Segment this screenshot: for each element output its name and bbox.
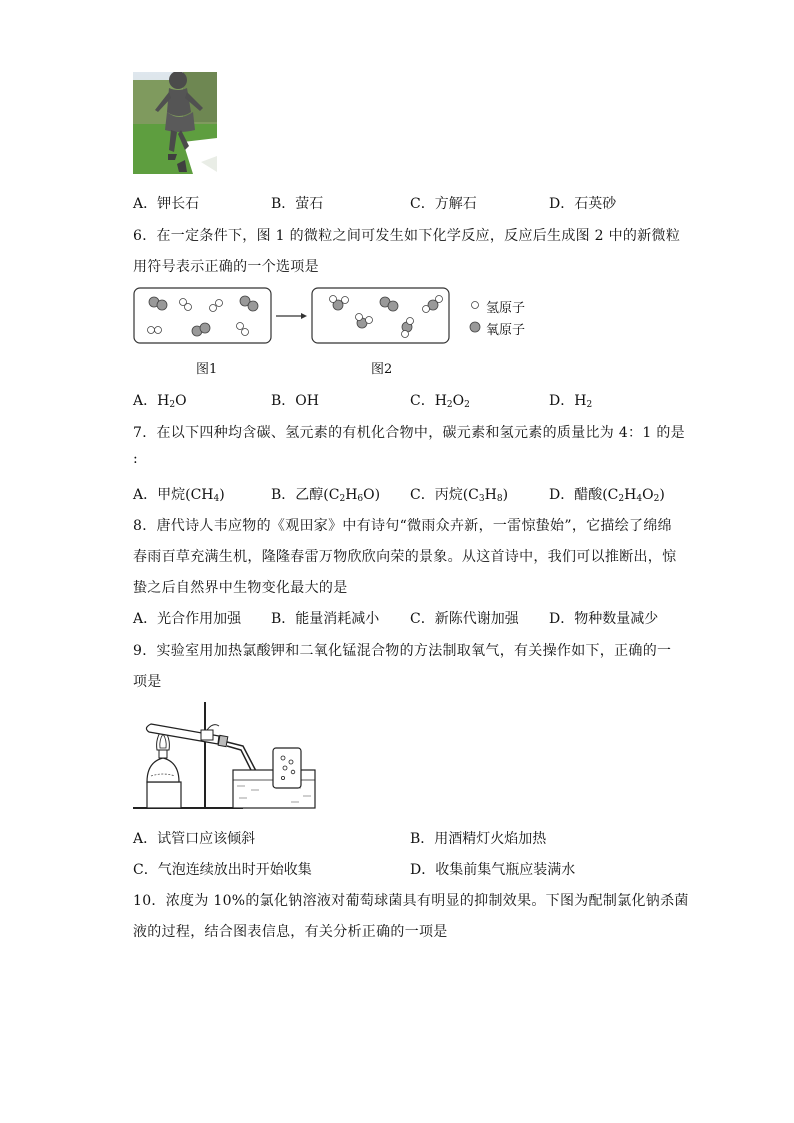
q7-a-pre: A．甲烷(CH [133,487,214,503]
q6-option-b[interactable]: B．OH [271,393,319,409]
q8-option-b[interactable]: B．能量消耗减小 [271,611,380,627]
q9-option-a[interactable]: A．试管口应该倾斜 [133,831,256,847]
q7-a-post: ) [219,487,225,503]
q7-c-s2: 8 [496,494,503,504]
q9-stem-line1: 9．实验室用加热氯酸钾和二氧化锰混合物的方法制取氧气，有关操作如下，正确的一 [133,643,672,659]
q7-c-post: ) [502,487,509,503]
q8-option-c[interactable]: C．新陈代谢加强 [410,611,519,627]
q9-option-b[interactable]: B．用酒精灯火焰加热 [410,831,547,847]
q5-option-d[interactable]: D．石英砂 [549,196,617,212]
q6-a-suffix: O [175,393,187,409]
q7-option-a[interactable] [133,484,225,504]
q5-option-a[interactable]: A．钾长石 [133,196,200,212]
fig2-label: 图2 [371,362,393,377]
q7-c-pre: C．丙烷(C [410,487,479,503]
q7-d-s3: 2 [653,494,660,504]
q8-stem-line1: 8．唐代诗人韦应物的《观田家》中有诗句“微雨众卉新，一雷惊蛰始”，它描绘了绵绵 [133,518,672,534]
q7-d-post: ) [659,487,665,503]
q10-stem-line1: 10．浓度为 10%的氯化钠溶液对葡萄球菌具有明显的抑制效果。下图为配制氯化钠杀菌 [133,893,689,909]
q6-stem-line1: 6．在一定条件下，图 1 的微粒之间可发生如下化学反应，反应后生成图 2 中的新微粒 [133,228,681,244]
q9-option-d[interactable]: D．收集前集气瓶应装满水 [410,862,576,878]
q6-option-a[interactable] [133,390,187,410]
q7-d-s2: 4 [636,494,643,504]
q6-a-text: A．H [133,393,170,409]
q7-b-s2: 6 [357,494,364,504]
q7-b-post: O) [363,487,381,503]
q7-a-s1: 4 [213,494,220,504]
q7-c-s1: 3 [478,494,485,504]
q7-d-pre: D．醋酸(C [549,487,619,503]
q7-d-m2: O [642,487,654,503]
legend-hydrogen: 氢原子 [486,301,526,316]
q8-stem-line3: 蛰之后自然界中生物变化最大的是 [133,580,348,596]
q5-option-c[interactable]: C．方解石 [410,196,477,212]
q6-option-d[interactable] [549,390,592,410]
q7-stem-line1: 7．在以下四种均含碳、氢元素的有机化合物中，碳元素和氢元素的质量比为 4：1 的是 [133,425,685,441]
q5-option-b[interactable]: B．萤石 [271,196,324,212]
statue-photo [133,72,217,174]
q7-b-s1: 2 [339,494,346,504]
q6-d-text: D．H [549,393,587,409]
legend-oxygen: 氧原子 [486,323,526,338]
q6-c-mid: O [452,393,465,409]
q7-option-b[interactable] [271,484,380,504]
q7-c-m1: H [484,487,497,503]
q8-stem-line2: 春雨百草充满生机，隆隆春雷万物欣欣向荣的景象。从这首诗中，我们可以推断出，惊 [133,549,677,565]
q6-d-sub: 2 [586,400,593,410]
q7-stem-line2: : [133,451,139,467]
q7-b-pre: B．乙醇(C [271,487,340,503]
q6-reaction-diagram [133,287,553,347]
q6-stem-line2: 用符号表示正确的一个选项是 [133,259,319,275]
oxygen-apparatus-diagram [133,700,323,812]
q6-c-sub2: 2 [464,400,470,410]
q6-a-sub: 2 [169,400,176,410]
q6-c-sub1: 2 [446,400,453,410]
q9-stem-line2: 项是 [133,674,162,690]
fig1-label: 图1 [196,362,218,377]
q7-option-c[interactable] [410,484,508,504]
q9-option-c[interactable]: C．气泡连续放出时开始收集 [133,862,312,878]
q8-option-a[interactable]: A．光合作用加强 [133,611,242,627]
q7-d-s1: 2 [618,494,625,504]
q6-c-text: C．H [410,393,447,409]
q8-option-d[interactable]: D．物种数量减少 [549,611,659,627]
q10-stem-line2: 液的过程，结合图表信息，有关分析正确的一项是 [133,924,448,940]
q7-option-d[interactable] [549,484,665,504]
q7-d-m1: H [624,487,637,503]
q7-b-m1: H [345,487,358,503]
q6-option-c[interactable] [410,390,470,410]
